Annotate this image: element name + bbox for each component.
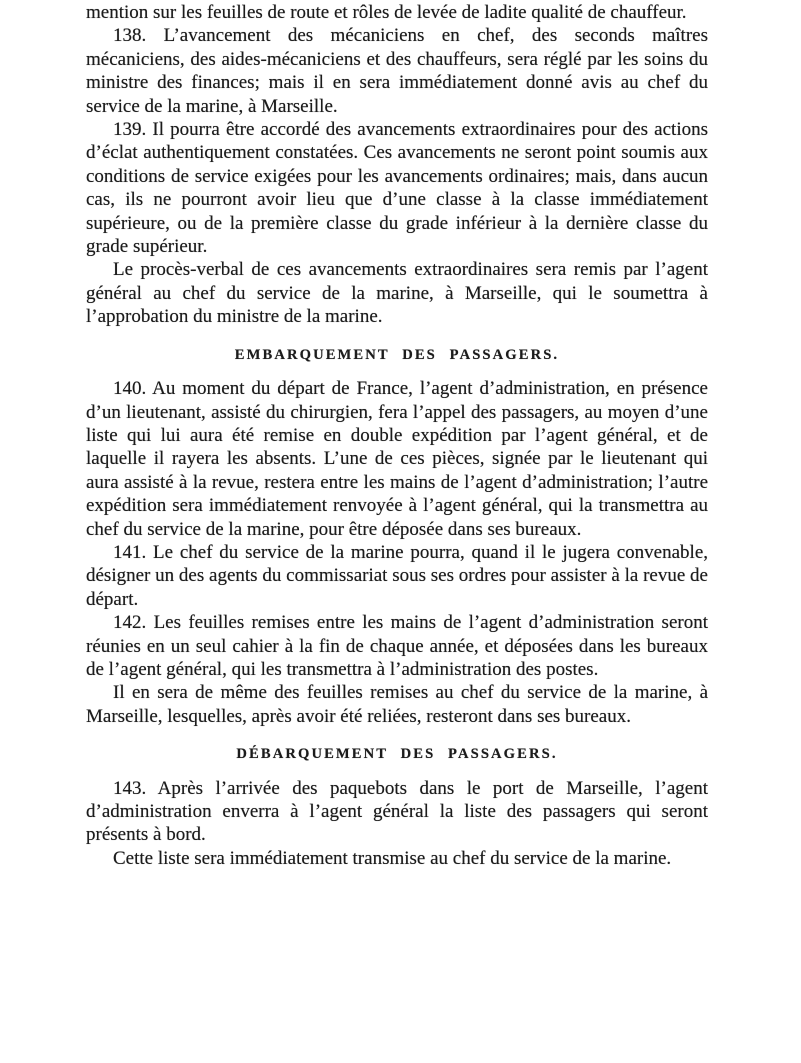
paragraph: 140. Au moment du départ de France, l’agent d’administration, en présence d’un lieutenant, assisté du chirurgien, fera l’appel des passagers, au moyen d’une liste qui lui aura été remise en double expédition par l’agent général, et de laquelle il rayera les absents. L’une de ces pièces, signée par le lieutenant qui aura assisté à la revue, restera entre les mains de l’agent d’administration; l’autre expédition sera immédiatement renvoyée à l’agent général, qui la transmettra au chef du service de la marine, pour être déposée dans ses bureaux. — [86, 378, 708, 540]
paragraph: 141. Le chef du service de la marine pourra, quand il le jugera convenable, désigner un des agents du commissariat sous ses ordres pour assister à la revue de départ. — [86, 541, 708, 610]
paragraph: 142. Les feuilles remises entre les mains de l’agent d’administration seront réunies en un seul cahier à la fin de chaque année, et déposées dans les bureaux de l’agent général, qui les transmettra à l’administration des postes. — [86, 612, 708, 680]
section-heading: EMBARQUEMENT DES PASSAGERS. — [234, 346, 560, 363]
text-column — [86, 1, 708, 870]
paragraph: Le procès-verbal de ces avancements extraordinaires sera remis par l’agent général au chef du service de la marine, à Marseille, qui le soumettra à l’approbation du ministre de la marine. — [86, 259, 708, 328]
paragraph: 138. L’avancement des mécaniciens en chef, des seconds maîtres mécaniciens, des aides-mécaniciens et des chauffeurs, sera réglé par les soins du ministre des finances; mais il en sera immédiatement donné avis au chef du service de la marine, à Marseille. — [86, 25, 708, 117]
paragraph: Il en sera de même des feuilles remises au chef du service de la marine, à Marseille, lesquelles, après avoir été reliées, resteront dans ses bureaux. — [86, 682, 708, 727]
section-heading: DÉBARQUEMENT DES PASSAGERS. — [236, 746, 558, 763]
paragraph: 143. Après l’arrivée des paquebots dans le port de Marseille, l’agent d’administration enverra à l’agent général la liste des passagers qui seront présents à bord. — [86, 777, 708, 846]
paragraph: mention sur les feuilles de route et rôles de levée de ladite qualité de chauffeur. — [86, 2, 687, 23]
paragraph: 139. Il pourra être accordé des avancements extraordinaires pour des actions d’éclat authentiquement constatées. Ces avancements ne seront point soumis aux conditions de service exigées pour les avancements ordinaires; mais, dans aucun cas, ils ne pourront avoir lieu que d’une classe à la classe immédiatement supérieure, ou de la première classe du grade inférieur à la dernière classe du grade supérieur. — [86, 119, 708, 258]
paragraph: Cette liste sera immédiatement transmise au chef du service de la marine. — [113, 847, 672, 869]
